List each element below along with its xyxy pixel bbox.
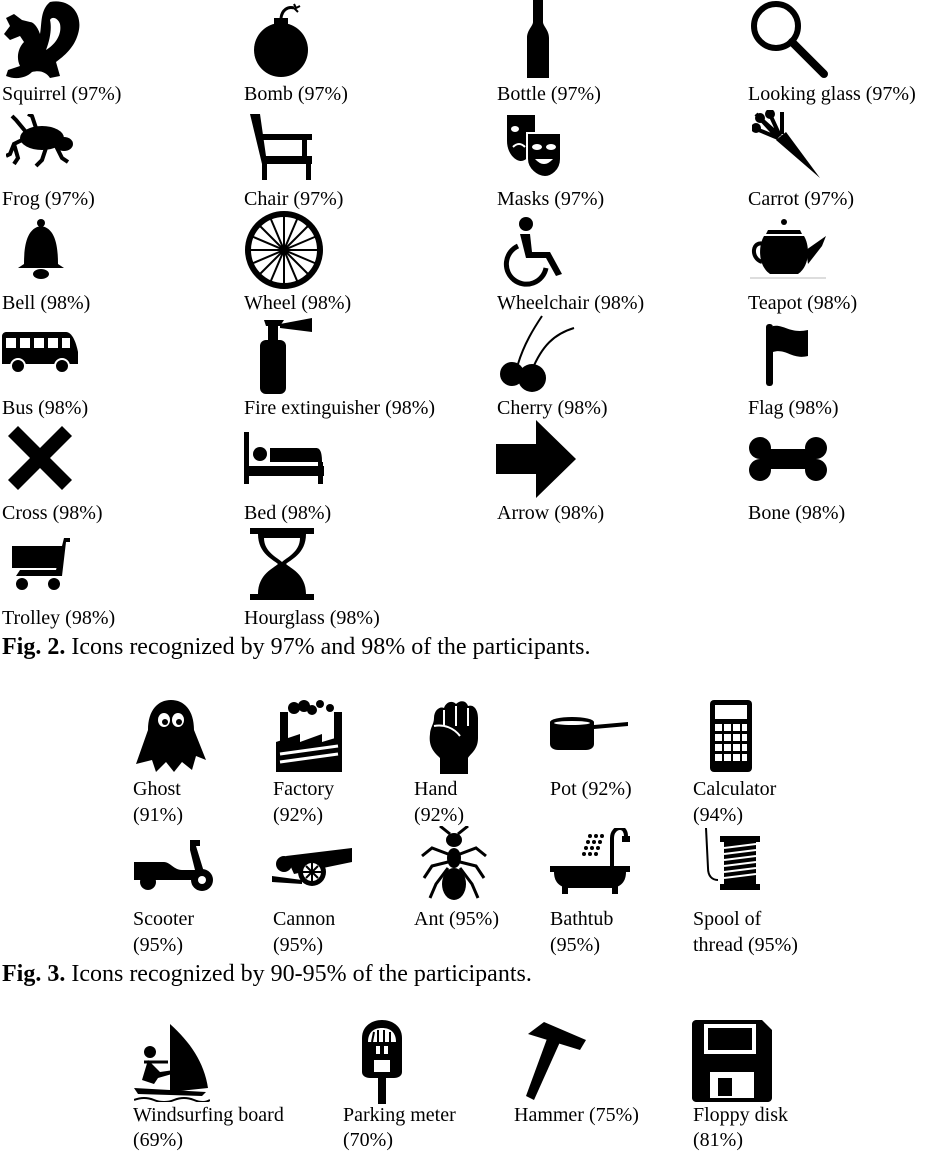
- ghost-icon: [134, 700, 208, 772]
- item-label: Bus (98%): [2, 397, 89, 419]
- item-label: Squirrel (97%): [2, 83, 122, 105]
- item-label: Trolley (98%): [2, 607, 116, 629]
- item-label-percent: (81%): [693, 1129, 743, 1151]
- item-label: Floppy disk: [693, 1104, 789, 1126]
- calculator-icon: [710, 700, 752, 772]
- frog-icon: [6, 114, 76, 170]
- item-label: Bottle (97%): [497, 83, 601, 105]
- item-label: Wheel (98%): [244, 292, 352, 314]
- item-label: Bomb (97%): [244, 83, 348, 105]
- bomb-icon: [252, 0, 312, 80]
- floppy-disk-icon: [692, 1020, 772, 1102]
- item-label: Hammer (75%): [514, 1104, 639, 1126]
- fist-icon: [426, 698, 480, 774]
- caption-text: Icons recognized by 90-95% of the participants.: [65, 961, 532, 987]
- theater-masks-icon: [505, 113, 565, 177]
- bell-icon: [14, 218, 68, 280]
- cannon-icon: [272, 846, 354, 888]
- bus-icon: [0, 332, 80, 374]
- pot-icon: [550, 716, 630, 750]
- bottle-icon: [525, 0, 551, 80]
- bathtub-icon: [550, 828, 630, 894]
- carrot-icon: [752, 110, 822, 180]
- item-label-percent: (91%): [133, 804, 183, 826]
- item-label: Cannon: [273, 908, 336, 930]
- item-label: Wheelchair (98%): [497, 292, 645, 314]
- item-label: Looking glass (97%): [748, 83, 916, 105]
- item-label: Bathtub: [550, 908, 614, 930]
- flag-icon: [764, 322, 810, 386]
- wheelchair-icon: [500, 216, 572, 288]
- hourglass-icon: [250, 528, 314, 600]
- chair-icon: [246, 112, 316, 182]
- magnifying-glass-icon: [748, 0, 828, 80]
- item-label-percent: (70%): [343, 1129, 393, 1151]
- parking-meter-icon: [358, 1020, 406, 1104]
- shopping-cart-icon: [6, 536, 70, 592]
- item-label: Teapot (98%): [748, 292, 858, 314]
- item-label-percent: (95%): [133, 934, 183, 956]
- item-label-percent: (92%): [414, 804, 464, 826]
- item-label-percent: (95%): [273, 934, 323, 956]
- item-label: Windsurfing board: [133, 1104, 284, 1126]
- item-label: Ghost: [133, 778, 181, 800]
- item-label: Ant (95%): [414, 908, 499, 930]
- item-label: Flag (98%): [748, 397, 839, 419]
- cross-icon: [4, 424, 76, 492]
- factory-icon: [276, 698, 346, 774]
- item-label: Factory: [273, 778, 335, 800]
- item-label: Bone (98%): [748, 502, 846, 524]
- teapot-icon: [748, 218, 828, 280]
- item-label: Bed (98%): [244, 502, 332, 524]
- item-label: Calculator: [693, 778, 777, 800]
- item-label-percent: (69%): [133, 1129, 183, 1151]
- item-label: Bell (98%): [2, 292, 91, 314]
- item-label: Hourglass (98%): [244, 607, 380, 629]
- item-label: Pot (92%): [550, 778, 632, 800]
- item-label-percent: thread (95%): [693, 934, 798, 956]
- figure-label: Fig. 3.: [2, 961, 66, 987]
- item-label: Masks (97%): [497, 188, 605, 210]
- item-label: Scooter: [133, 908, 195, 930]
- hammer-icon: [526, 1020, 588, 1102]
- item-label: Cherry (98%): [497, 397, 608, 419]
- figure-caption: [2, 960, 532, 988]
- figure-label: Fig. 2.: [2, 634, 66, 660]
- caption-text: Icons recognized by 97% and 98% of the participants.: [65, 634, 591, 660]
- windsurfing-icon: [134, 1022, 210, 1102]
- item-label: Parking meter: [343, 1104, 456, 1126]
- item-label: Frog (97%): [2, 188, 95, 210]
- figure-caption: [2, 633, 591, 661]
- item-label-percent: (94%): [693, 804, 743, 826]
- arrow-icon: [496, 420, 578, 498]
- ant-icon: [418, 826, 490, 906]
- item-label-percent: (92%): [273, 804, 323, 826]
- item-label: Cross (98%): [2, 502, 103, 524]
- item-label: Arrow (98%): [497, 502, 605, 524]
- cherry-icon: [498, 314, 578, 394]
- wheel-icon: [244, 210, 324, 290]
- bone-icon: [748, 436, 828, 482]
- item-label: Carrot (97%): [748, 188, 855, 210]
- item-label-percent: (95%): [550, 934, 600, 956]
- item-label: Spool of: [693, 908, 762, 930]
- scooter-icon: [134, 840, 214, 892]
- item-label: Fire extinguisher (98%): [244, 397, 436, 419]
- fire-extinguisher-icon: [256, 316, 314, 394]
- item-label: Hand: [414, 778, 458, 800]
- squirrel-icon: [0, 0, 82, 82]
- item-label: Chair (97%): [244, 188, 344, 210]
- bed-icon: [244, 432, 324, 484]
- spool-of-thread-icon: [698, 828, 762, 896]
